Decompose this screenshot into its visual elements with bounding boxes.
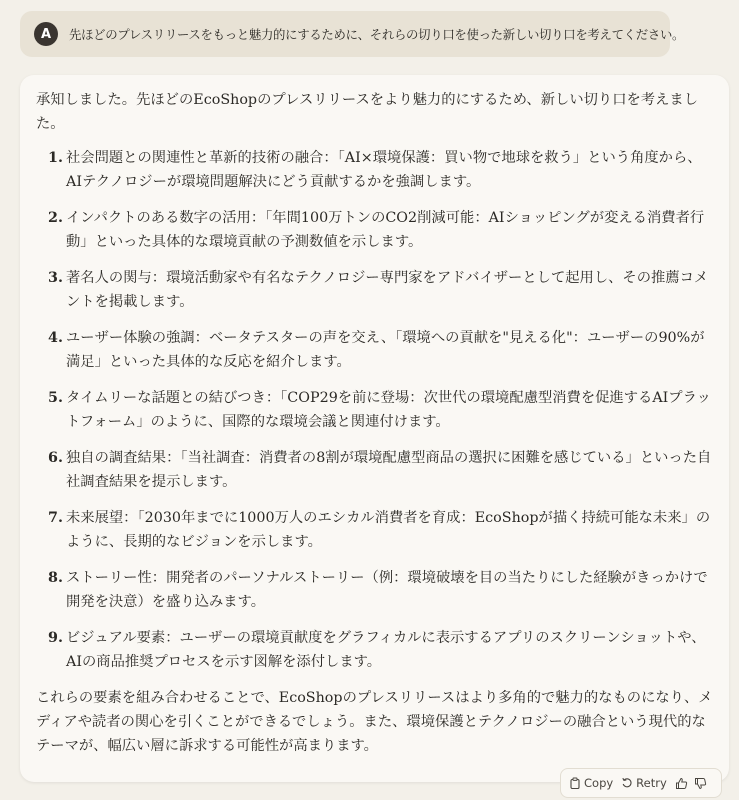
user-message-bubble (20, 11, 685, 57)
message-actions-bar (560, 768, 722, 798)
list-item-text: ビジュアル要素：ユーザーの環境貢献度をグラフィカルに表示するアプリのスクリーンショットや、AIの商品推奨プロセスを示す図解を添付します。 (66, 630, 706, 670)
list-item (36, 566, 715, 614)
list-item (36, 326, 715, 374)
thumbs-up-icon (675, 777, 688, 790)
list-item-number: 1. (48, 150, 63, 166)
list-item-number: 6. (48, 450, 63, 466)
list-item-number: 8. (48, 570, 63, 586)
retry-icon (621, 777, 633, 789)
list-item (36, 146, 715, 194)
list-item-text: 社会問題との関連性と革新的技術の融合：「AI×環境保護：買い物で地球を救う」という角度から、AIテクノロジーが環境問題解決にどう貢献するかを強調します。 (66, 150, 702, 190)
copy-button[interactable] (569, 776, 613, 790)
list-item-number: 5. (48, 390, 63, 406)
assistant-reply (20, 75, 729, 782)
list-item-number: 9. (48, 630, 63, 646)
list-item (36, 506, 715, 554)
copy-label: Copy (584, 776, 614, 790)
user-message-text: 先ほどのプレスリリースをもっと魅力的にするために、それらの切り口を使った新しい切り口を考えてください。 (69, 27, 685, 42)
reply-outro: これらの要素を組み合わせることで、EcoShopのプレスリリースはより多角的で魅力的なものになり、メディアや読者の関心を引くことができるでしょう。また、環境保護とテクノロジーの融合という現代的なテーマが、幅広い層に訴求する可能性が高まります。 (36, 690, 713, 754)
list-item-number: 7. (48, 510, 63, 526)
retry-button[interactable] (621, 776, 667, 790)
list-item-number: 4. (48, 330, 63, 346)
list-item (36, 206, 715, 254)
list-item-text: インパクトのある数字の活用：「年間100万トンのCO2削減可能：AIショッピングが変える消費者行動」といった具体的な環境貢献の予測数値を示します。 (66, 210, 705, 250)
list-item-text: タイムリーな話題との結びつき：「COP29を前に登場：次世代の環境配慮型消費を促進するAIプラットフォーム」のように、国際的な環境会議と関連付けます。 (66, 390, 711, 430)
list-item-number: 2. (48, 210, 63, 226)
list-item-text: 未来展望：「2030年までに1000万人のエシカル消費者を育成：EcoShopが描く持続可能な未来」のように、長期的なビジョンを示します。 (66, 510, 711, 550)
thumbs-down-icon (694, 777, 707, 790)
list-item-text: 著名人の関与：環境活動家や有名なテクノロジー専門家をアドバイザーとして起用し、その推薦コメントを掲載します。 (66, 270, 709, 310)
list-item-text: ストーリー性：開発者のパーソナルストーリー（例：環境破壊を目の当たりにした経験がきっかけで開発を決意）を盛り込みます。 (66, 570, 708, 610)
thumbs-up-button[interactable] (675, 777, 688, 790)
list-item (36, 266, 715, 314)
list-item-number: 3. (48, 270, 63, 286)
user-avatar: A (34, 22, 58, 46)
reply-intro: 承知しました。先ほどのEcoShopのプレスリリースをより魅力的にするため、新しい切り口を考えました。 (36, 92, 698, 132)
list-item (36, 446, 715, 494)
list-item (36, 626, 715, 674)
clipboard-icon (569, 777, 581, 789)
retry-label: Retry (636, 776, 667, 790)
list-item-text: ユーザー体験の強調：ベータテスターの声を交え、「環境への貢献を"見える化"：ユーザーの90%が満足」といった具体的な反応を紹介します。 (66, 330, 705, 370)
list-item-text: 独自の調査結果：「当社調査：消費者の8割が環境配慮型商品の選択に困難を感じている」といった自社調査結果を提示します。 (66, 450, 712, 490)
reply-list (36, 146, 715, 674)
list-item (36, 386, 715, 434)
thumbs-down-button[interactable] (694, 777, 707, 790)
